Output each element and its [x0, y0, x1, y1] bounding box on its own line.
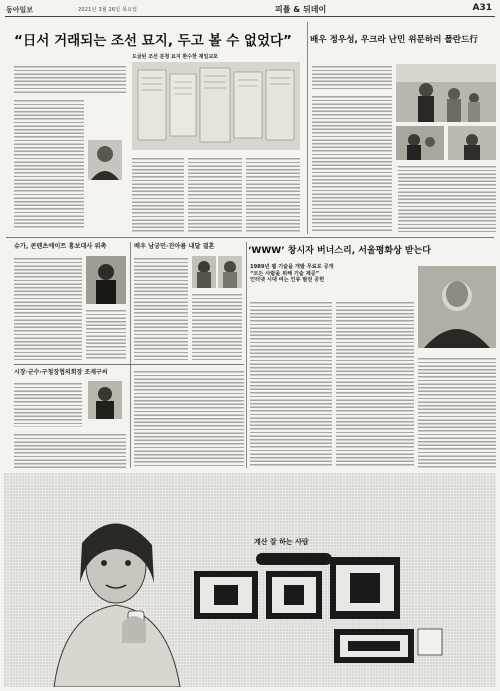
main-portrait — [88, 140, 122, 180]
small-item-body-1b — [86, 308, 126, 360]
mid-rule — [6, 237, 494, 238]
main-body-col4 — [246, 156, 300, 232]
small-item-body-3b — [14, 432, 126, 468]
www-col-divider — [246, 242, 247, 468]
small-item-title-1: 슈가, 콘텐츠에이트 홍보대사 위촉 — [14, 243, 107, 250]
small-items-rule — [14, 364, 244, 365]
ad-slogan: 계산 잘 하는 사람 — [254, 538, 309, 546]
side-story-photo-1 — [396, 64, 496, 122]
side-story-deck — [312, 64, 392, 90]
main-body-col2 — [132, 156, 184, 232]
small-item-photo-1 — [86, 256, 126, 304]
main-story-photo — [132, 62, 300, 150]
small-item-photo-3 — [88, 381, 122, 419]
www-photo — [418, 266, 496, 348]
side-story-body-1 — [312, 94, 392, 232]
side-story-headline: 배우 정우성, 우크라 난민 위문하러 폴란드行 — [310, 35, 478, 45]
main-headline: “日서 거래되는 조선 묘지, 두고 볼 수 없었다” — [14, 33, 292, 49]
side-story-body-2 — [398, 164, 496, 232]
www-body-col3 — [418, 356, 496, 468]
main-body-col3 — [188, 156, 242, 232]
small-item-title-3: 시장·군수·구청장협의회장 조재구씨 — [14, 369, 108, 376]
small-item-title-2: 배우 남궁민·진아름 내달 결혼 — [134, 243, 215, 250]
small-item-body-2 — [134, 256, 188, 360]
bottom-advertisement — [4, 473, 496, 687]
small-item-body-2b — [192, 292, 242, 360]
masthead: 동아일보 — [6, 6, 34, 14]
small-col-divider — [130, 242, 131, 468]
side-story-photo-2 — [396, 126, 444, 160]
main-body-col1 — [14, 98, 84, 230]
www-headline: ‘WWW’ 창시자 버너스리, 서울평화상 받는다 — [248, 246, 431, 256]
small-item-photo-2a — [192, 256, 216, 288]
section-title: 피플 & 뒤데이 — [275, 5, 327, 14]
header-rule — [5, 16, 495, 17]
small-item-body-3 — [14, 381, 82, 427]
small-item-photo-2b — [218, 256, 242, 288]
main-deck: 도굴된 조선 분청 묘지 환수한 재일교포 — [132, 54, 218, 60]
side-story-photo-3 — [448, 126, 496, 160]
page-number: A31 — [472, 3, 492, 13]
www-body-col2 — [336, 300, 414, 468]
issue-date: 2021년 3월 26일 목요일 — [78, 7, 138, 13]
www-subtitle: 1989년 웹 기술을 개발 무료로 공개 “모든 사람을 위해 기술 제공” 인터넷 시대 여는 인류 발전 공헌 — [250, 264, 334, 283]
notices-col — [134, 369, 244, 468]
small-item-body-1 — [14, 256, 82, 360]
column-divider — [307, 22, 308, 234]
www-body-col1 — [250, 300, 332, 468]
main-intro-text — [14, 64, 126, 94]
